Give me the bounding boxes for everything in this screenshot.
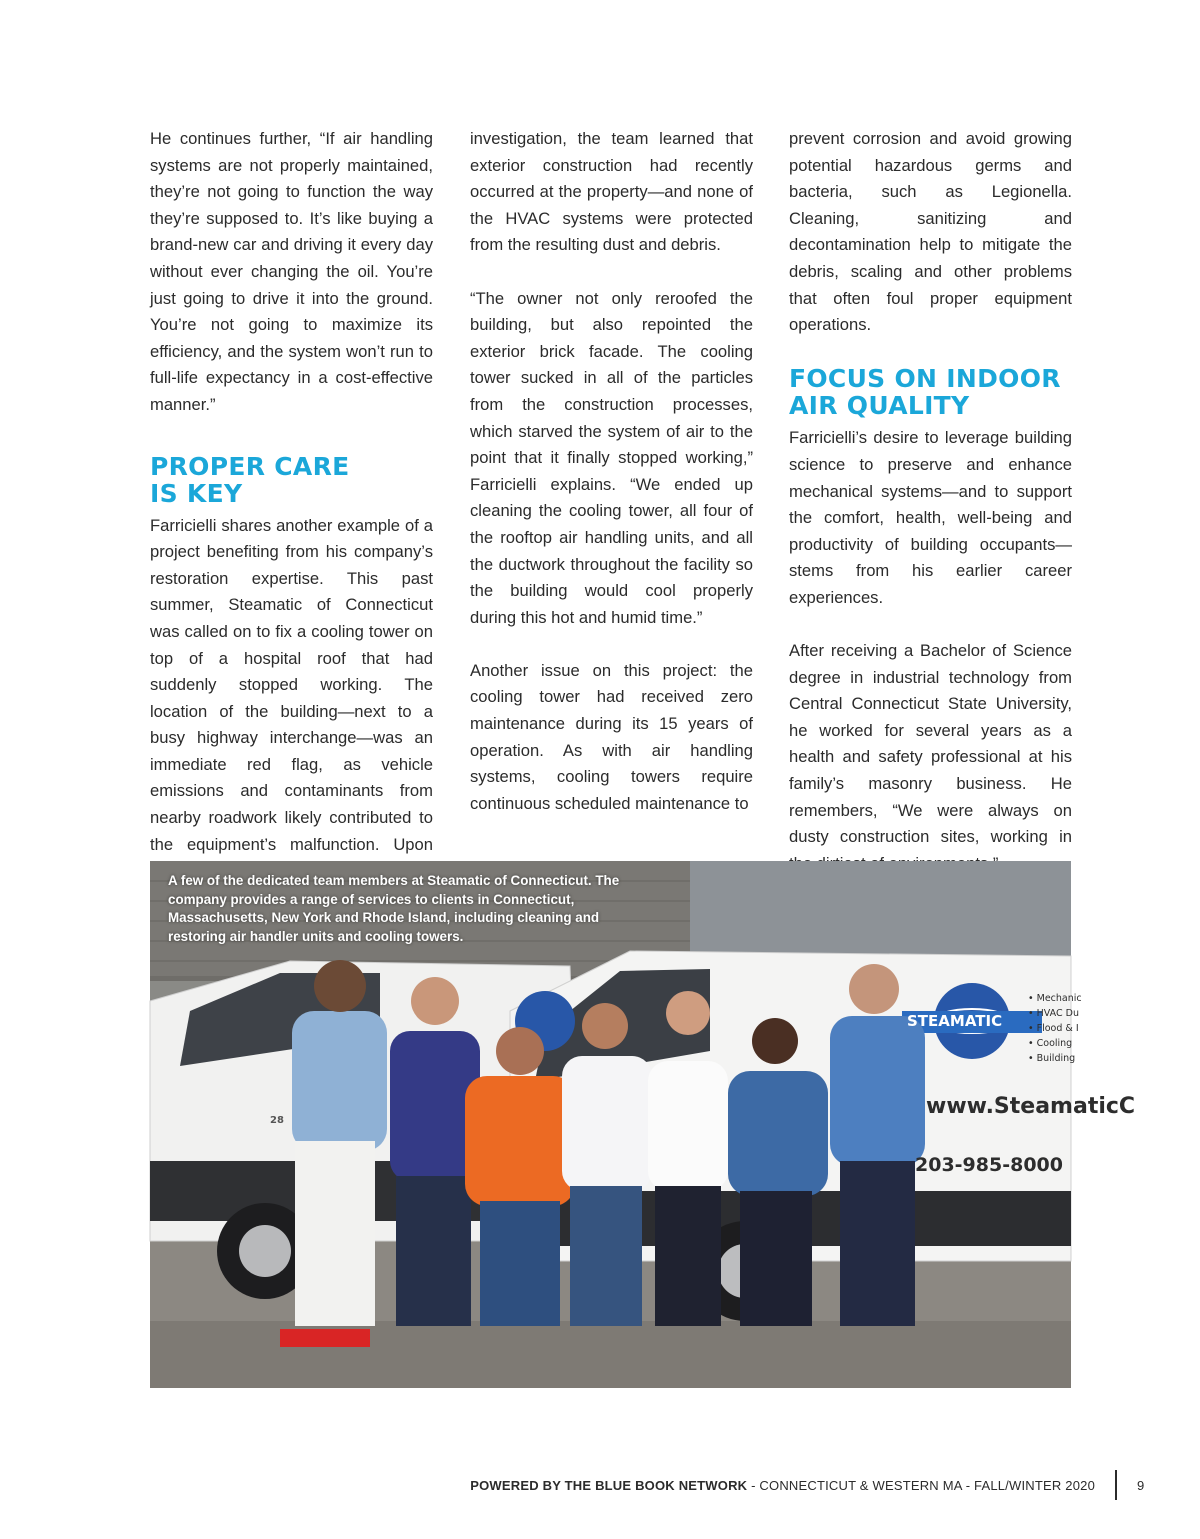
- page-number: 9: [1137, 1478, 1145, 1493]
- article-column-2: [470, 126, 753, 817]
- paragraph: He continues further, “If air handling systems are not properly maintained, they’re not going to function the way they’re supposed to. It’s like buying a brand-new car and driving it every day without ever changing the oil. You’re just going to drive it into the ground. You’re not going to maximize its efficiency, and the system won’t run to full-life expectancy in a cost-effective manner.”: [150, 129, 433, 414]
- paragraph: investigation, the team learned that exterior construction had recently occurred at the property—and none of the HVAC systems were protected from the resulting dust and debris.: [470, 129, 753, 255]
- van-service-item: • HVAC Du: [1028, 1008, 1079, 1019]
- van-logo-text: STEAMATIC: [907, 1012, 1003, 1030]
- heading-line: IS KEY: [150, 478, 243, 508]
- photo-caption: A few of the dedicated team members at Steamatic of Connecticut. The company provides a range of services to clients in Connecticut, Massachusetts, New York and Rhode Island, including cleaning and restoring air handler units and cooling towers.: [168, 873, 620, 944]
- team-photo: [150, 861, 1136, 1388]
- article-column-1: [150, 126, 433, 885]
- paragraph: Farricielli’s desire to leverage building science to preserve and enhance mechanical systems—and to support the comfort, health, well-being and productivity of building occupants—stems from his earlier career experiences.: [789, 428, 1072, 607]
- paragraph: Farricielli shares another example of a project benefiting from his company’s restoration expertise. This past summer, Steamatic of Connecticut was called on to fix a cooling tower on top of a hospital roof that had suddenly stopped working. The location of the building—next to a busy highway interchange—was an immediate red flag, as vehicle emissions and contaminants from nearby roadwork likely contributed to the equipment’s malfunction. Upon: [150, 515, 433, 854]
- van-phone: 203-985-8000: [915, 1154, 1063, 1176]
- heading-line: AIR QUALITY: [789, 391, 970, 421]
- van-website: www.SteamaticC: [926, 1094, 1136, 1119]
- heading-line: FOCUS ON INDOOR: [789, 364, 1061, 394]
- paragraph: prevent corrosion and avoid growing potential hazardous germs and bacteria, such as Legionella. Cleaning, sanitizing and decontamination help to mitigate the debris, scaling and other problems that often foul proper equipment operations.: [789, 129, 1072, 335]
- van-service-item: • Flood & I: [1028, 1023, 1079, 1034]
- van-services-list: [1028, 991, 1082, 1066]
- footer-divider: [1115, 1470, 1117, 1500]
- paragraph: “The owner not only reroofed the building, but also repointed the exterior brick facade. The cooling tower sucked in all of the particles from the construction processes, which starved the system of air to the point that it finally stopped working,” Farricielli explains. “We ended up cleaning the cooling tower, all four of the rooftop air handling units, and all the ductwork throughout the facility so the building would cool properly during this hot and humid time.”: [470, 288, 753, 627]
- paragraph: After receiving a Bachelor of Science degree in industrial technology from Central Connecticut State University, he worked for several years as a health and safety professional at his family’s masonry business. He remembers, “We were always on dusty construction sites, working in: [789, 641, 1072, 847]
- paragraph: Another issue on this project: the cooling tower had received zero maintenance during its 15 years of operation. As with air handling systems, cooling towers require continuous scheduled maintenance to: [470, 660, 753, 813]
- footer-edition: - CONNECTICUT & WESTERN MA - FALL/WINTER 2020: [747, 1478, 1095, 1493]
- heading-line: PROPER CARE: [150, 451, 350, 481]
- van-service-item: • Mechanic: [1028, 993, 1082, 1004]
- section-heading-indoor-air: [789, 365, 1072, 419]
- page-footer: [300, 1478, 1095, 1493]
- article-column-3: [789, 126, 1072, 877]
- van-service-item: • Cooling: [1028, 1038, 1073, 1049]
- van-service-item: • Building: [1028, 1053, 1076, 1064]
- van-number: 28: [270, 1115, 284, 1126]
- section-heading-proper-care: [150, 453, 433, 507]
- footer-network: POWERED BY THE BLUE BOOK NETWORK: [470, 1478, 748, 1493]
